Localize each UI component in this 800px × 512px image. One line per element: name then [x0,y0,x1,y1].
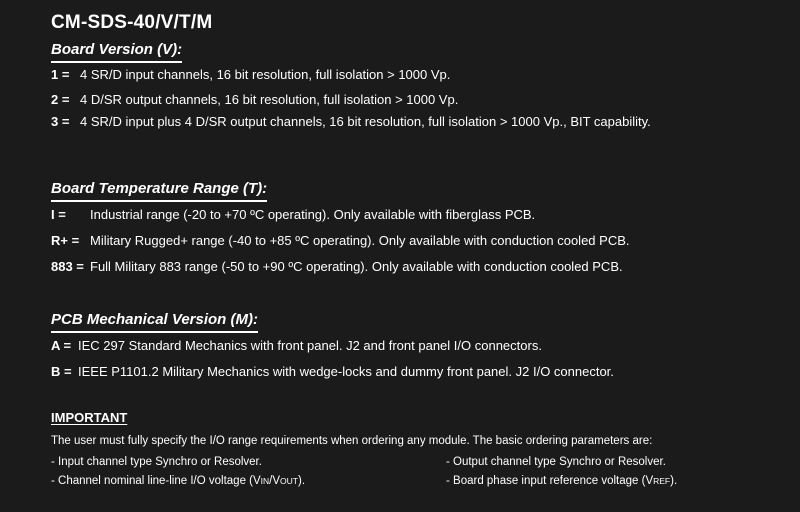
mechanical-key-1: A = [51,338,72,353]
param-line-voltage-suffix: ). [298,475,306,487]
mechanical-heading: PCB Mechanical Version (M): [51,311,258,333]
mechanical-text-2: IEEE P1101.2 Military Mechanics with wedge-locks and dummy front panel. J2 I/O connector. [78,364,614,379]
board-version-key-2: 2 = [51,92,70,107]
param-ref-sub: REF [653,476,671,486]
board-version-text-2: 4 D/SR output channels, 16 bit resolution, full isolation > 1000 Vp. [80,92,459,107]
param-reference-voltage [446,474,677,488]
param-line-voltage-prefix: - Channel nominal line-line I/O voltage (V [51,475,261,487]
temperature-item-3 [51,259,623,275]
temperature-key-3: 883 = [51,259,84,274]
param-input-type: - Input channel type Synchro or Resolver. [51,456,262,468]
board-version-item-2 [51,92,458,108]
mechanical-text-1: IEC 297 Standard Mechanics with front panel. J2 and front panel I/O connectors. [78,338,542,353]
board-version-key-1: 1 = [51,67,70,82]
temperature-text-3: Full Military 883 range (-50 to +90 ºC operating). Only available with conduction cooled PCB. [90,259,623,274]
page-title: CM-SDS-40/V/T/M [51,12,213,33]
board-version-item-1 [51,67,450,83]
param-line-voltage-sub-in: IN [260,476,270,486]
temperature-text-2: Military Rugged+ range (-40 to +85 ºC operating). Only available with conduction cooled PCB. [90,233,630,248]
param-ref-prefix: - Board phase input reference voltage (V [446,475,654,487]
board-version-text-1: 4 SR/D input channels, 16 bit resolution, full isolation > 1000 Vp. [80,67,451,82]
mechanical-item-1 [51,338,542,354]
temperature-item-1 [51,207,535,223]
param-ref-suffix: ). [670,475,678,487]
board-version-item-3 [51,114,651,130]
param-line-voltage [51,474,305,488]
param-line-voltage-sub-out: OUT [280,476,298,486]
important-text: The user must fully specify the I/O range requirements when ordering any module. The basic ordering parameters are: [51,435,653,447]
temperature-key-1: I = [51,207,66,222]
param-line-voltage-mid: /V [269,475,281,487]
temperature-key-2: R+ = [51,233,80,248]
important-heading: IMPORTANT [51,410,128,425]
board-version-text-3: 4 SR/D input plus 4 D/SR output channels, 16 bit resolution, full isolation > 1000 Vp., BIT capability. [80,114,651,129]
mechanical-key-2: B = [51,364,72,379]
mechanical-item-2 [51,364,614,380]
param-output-type: - Output channel type Synchro or Resolver. [446,456,666,468]
temperature-text-1: Industrial range (-20 to +70 ºC operating). Only available with fiberglass PCB. [90,207,536,222]
temperature-heading: Board Temperature Range (T): [51,180,267,202]
board-version-heading: Board Version (V): [51,41,182,63]
temperature-item-2 [51,233,630,249]
board-version-key-3: 3 = [51,114,70,129]
